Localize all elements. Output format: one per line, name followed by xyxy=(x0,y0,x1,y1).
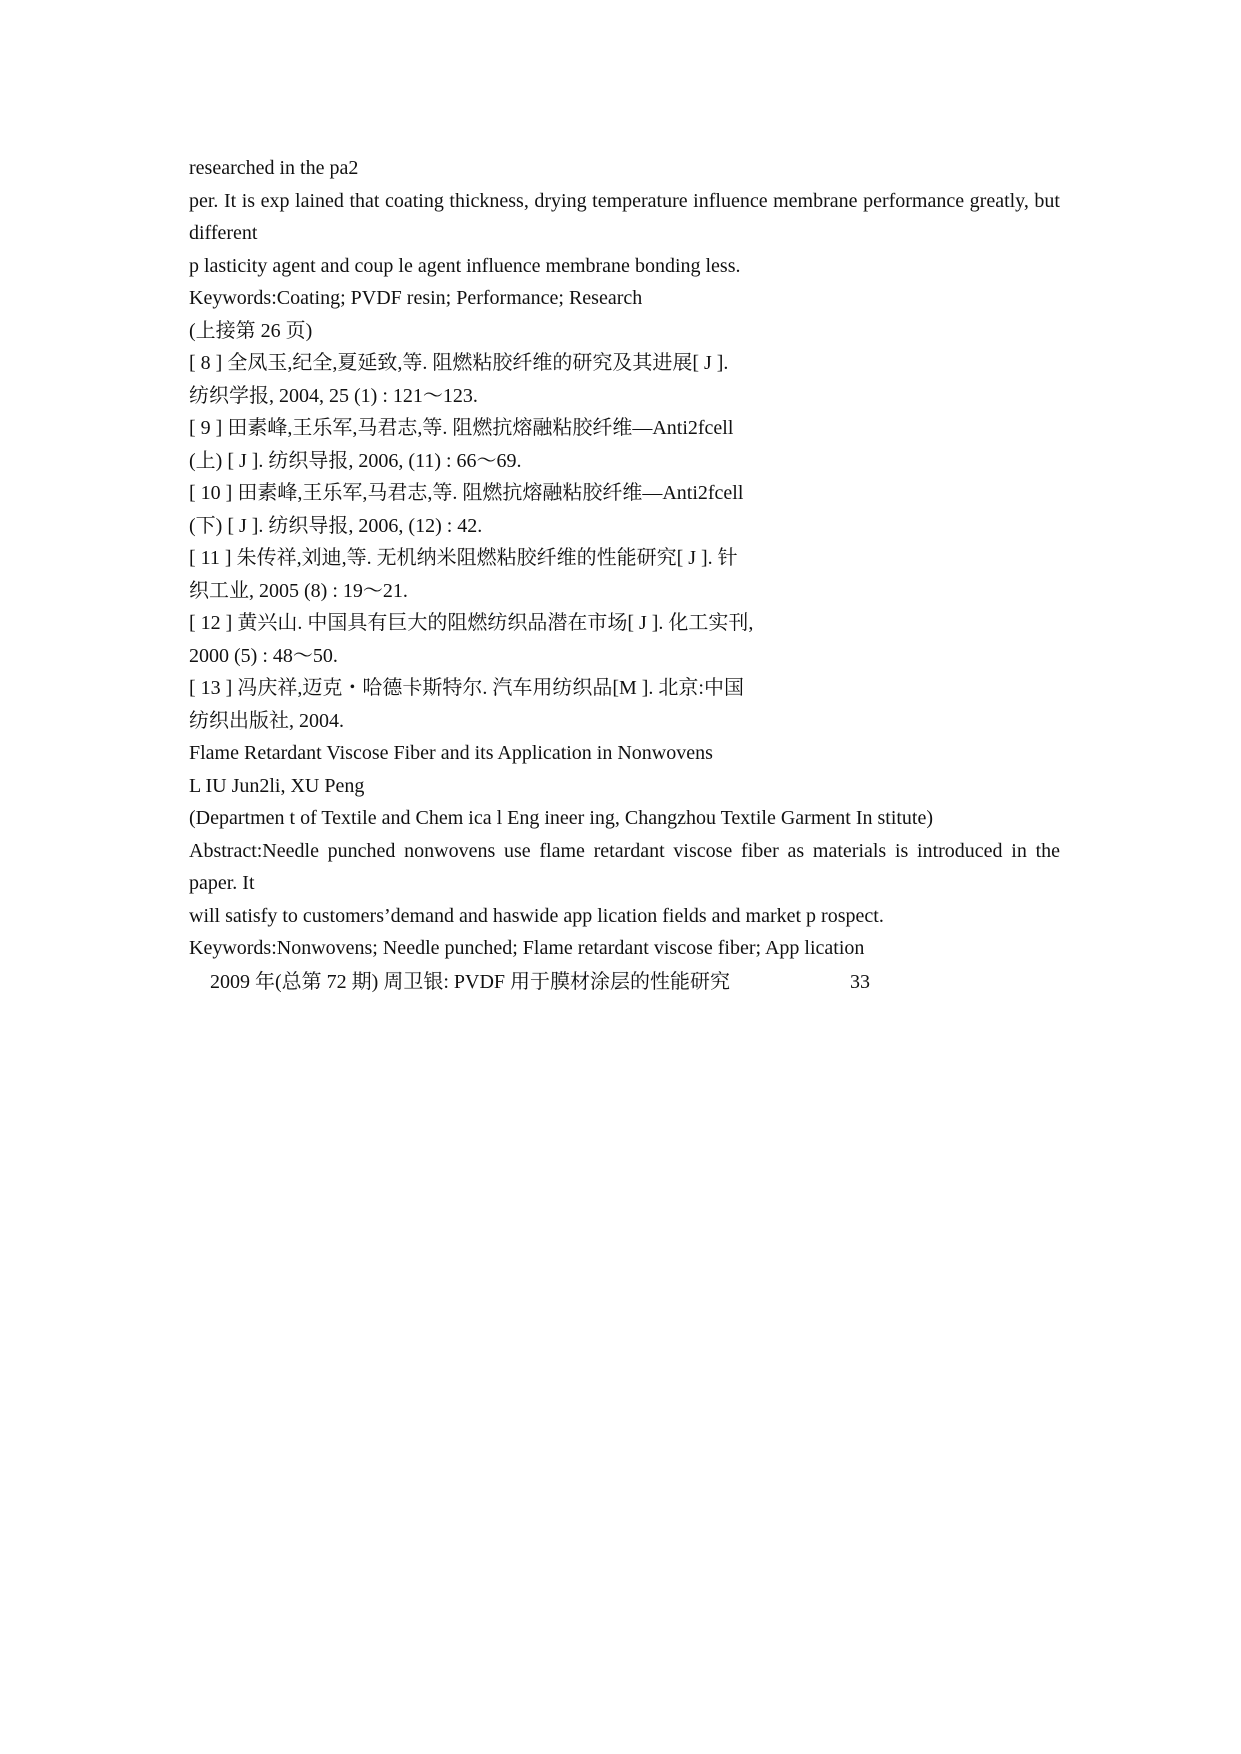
text-line: p lasticity agent and coup le agent influence membrane bonding less. xyxy=(189,254,741,277)
reference-item: [ 8 ] 全凤玉,纪全,夏延致,等. 阻燃粘胶纤维的研究及其进展[ J ]. xyxy=(189,352,729,374)
page-footer xyxy=(210,966,870,998)
reference-item: [ 13 ] 冯庆祥,迈克・哈德卡斯特尔. 汽车用纺织品[M ]. 北京:中国 xyxy=(189,677,744,699)
english-title: Flame Retardant Viscose Fiber and its Application in Nonwovens xyxy=(189,742,713,764)
reference-item: [ 9 ] 田素峰,王乐军,马君志,等. 阻燃抗熔融粘胶纤维—Anti2fcell xyxy=(189,417,734,439)
abstract-text: Abstract:Needle punched nonwovens use flame retardant viscose fiber as materials is introduced in the paper. It xyxy=(189,839,1060,894)
reference-item: (上) [ J ]. 纺织导报, 2006, (11) : 66～69. xyxy=(189,449,522,472)
keywords-line: Keywords:Coating; PVDF resin; Performance; Research xyxy=(189,287,643,309)
abstract-text: will satisfy to customers’demand and haswide app lication fields and market p rospect. xyxy=(189,904,884,927)
text-line: researched in the pa2 xyxy=(189,157,359,179)
reference-item: 纺织出版社, 2004. xyxy=(189,709,344,732)
reference-item: [ 11 ] 朱传祥,刘迪,等. 无机纳米阻燃粘胶纤维的性能研究[ J ]. 针 xyxy=(189,547,738,569)
reference-item: 2000 (5) : 48～50. xyxy=(189,644,338,667)
running-footer: 2009 年(总第 72 期) 周卫银: PVDF 用于膜材涂层的性能研究 xyxy=(210,971,731,993)
document-body xyxy=(189,152,1060,965)
authors: L IU Jun2li, XU Peng xyxy=(189,774,365,797)
text-line: per. It is exp lained that coating thickness, drying temperature influence membrane performance greatly, but different xyxy=(189,189,1060,244)
affiliation: (Departmen t of Textile and Chem ica l Eng ineer ing, Changzhou Textile Garment In stitute) xyxy=(189,807,934,829)
keywords-line: Keywords:Nonwovens; Needle punched; Flame retardant viscose fiber; App lication xyxy=(189,937,865,959)
reference-item: 纺织学报, 2004, 25 (1) : 121～123. xyxy=(189,384,478,407)
page-number: 33 xyxy=(850,971,870,993)
reference-item: [ 10 ] 田素峰,王乐军,马君志,等. 阻燃抗熔融粘胶纤维—Anti2fcell xyxy=(189,482,744,504)
reference-item: [ 12 ] 黄兴山. 中国具有巨大的阻燃纺织品潜在市场[ J ]. 化工实刊, xyxy=(189,612,754,634)
continuation-note: (上接第 26 页) xyxy=(189,319,313,342)
reference-item: (下) [ J ]. 纺织导报, 2006, (12) : 42. xyxy=(189,514,483,537)
reference-item: 织工业, 2005 (8) : 19～21. xyxy=(189,579,408,602)
